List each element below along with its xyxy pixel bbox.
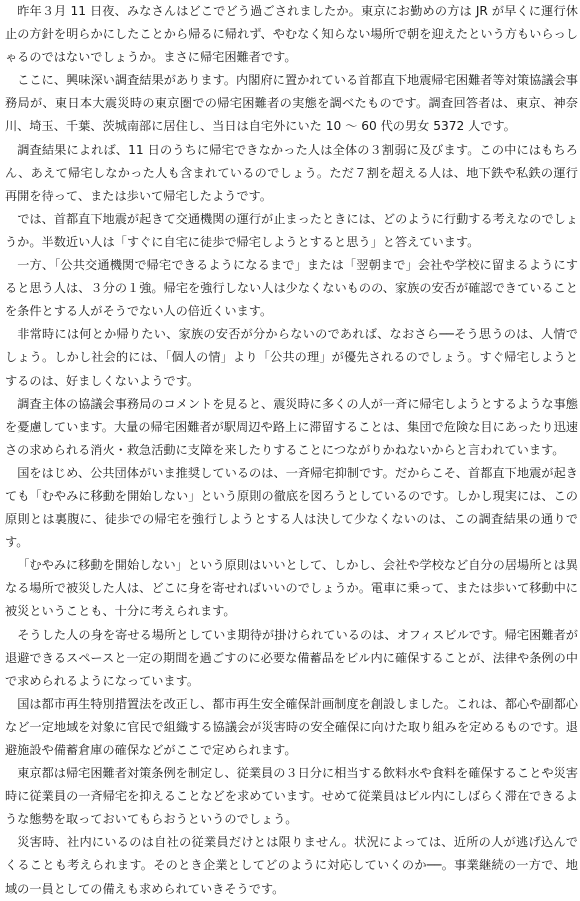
article-paragraph: 災害時、社内にいるのは自社の従業員だけとは限りません。状況によっては、近所の人が逃げ込んでくることも考えられます。そのとき企業としてどのように対応していくのか──。事業継続の一方で、地域の一員としての備えも求められていきそうです。 bbox=[5, 835, 578, 896]
article-paragraph: では、首都直下地震が起きて交通機関の運行が止まったときには、どのように行動する考えなのでしょうか。半数近い人は「すぐに自宅に徒歩で帰宅しようとすると思う」と答えています。 bbox=[5, 211, 578, 249]
article-paragraph: 東京都は帰宅困難者対策条例を制定し、従業員の３日分に相当する飲料水や食料を確保することや災害時に従業員の一斉帰宅を抑えることなどを求めています。せめて従業員はビル内にしばらく滞在できるような態勢を取っておいてもらおうというのでしょう。 bbox=[5, 766, 578, 827]
article-paragraph: 一方、「公共交通機関で帰宅できるようになるまで」または「翌朝まで」会社や学校に留まるようにすると思う人は、３分の１強。帰宅を強行しない人は少なくないものの、家族の安否が確認できていることを条件とする人がそうでない人の倍近くいます。 bbox=[5, 258, 578, 319]
article-paragraph: そうした人の身を寄せる場所としていま期待が掛けられているのは、オフィスビルです。帰宅困難者が退避できるスペースと一定の期間を過ごすのに必要な備蓄品をビル内に確保することが、法律や条例の中で求められるようになっています。 bbox=[5, 627, 578, 688]
article-paragraph: 「むやみに移動を開始しない」という原則はいいとして、しかし、会社や学校など自分の居場所とは異なる場所で被災した人は、どこに身を寄せればいいのでしょうか。電車に乗って、または歩いて移動中に被災ということも、十分に考えられます。 bbox=[5, 558, 578, 619]
article-paragraph: 国をはじめ、公共団体がいま推奨しているのは、一斉帰宅抑制です。だからこそ、首都直下地震が起きても「むやみに移動を開始しない」という原則の徹底を図ろうとしているのです。しかし現実には、この原則とは裏腹に、徒歩での帰宅を強行しようとする人は決して少なくないのは、この調査結果の通りです。 bbox=[5, 465, 578, 550]
article-paragraph: 国は都市再生特別措置法を改正し、都市再生安全確保計画制度を創設しました。これは、都心や副都心など一定地域を対象に官民で組織する協議会が災害時の安全確保に向けた取り組みを定めるものです。退避施設や備蓄倉庫の確保などがここで定められます。 bbox=[5, 696, 578, 757]
article-paragraph: 昨年３月 11 日夜、みなさんはどこでどう過ごされましたか。東京にお勤めの方は JR が早くに運行休止の方針を明らかにしたことから帰るに帰れず、やむなく知らない場所で朝を迎えたという方もいらっしゃるのではないでしょうか。まさに帰宅困難者です。 bbox=[5, 4, 578, 65]
article-paragraph: 非常時には何とか帰りたい、家族の安否が分からないのであれば、なおさら──そう思うのは、人情でしょう。しかし社会的には、「個人の情」より「公共の理」が優先されるのでしょう。すぐ帰宅しようとするのは、好ましくないようです。 bbox=[5, 327, 578, 388]
article-paragraph: 調査主体の協議会事務局のコメントを見ると、震災時に多くの人が一斉に帰宅しようとするような事態を憂慮しています。大量の帰宅困難者が駅周辺や路上に滞留することは、集団で危険な目にあったり迅速さの求められる消火・救急活動に支障を来したりすることにつながりかねないからと言われています。 bbox=[5, 396, 578, 457]
article-paragraph: ここに、興味深い調査結果があります。内閣府に置かれている首都直下地震帰宅困難者等対策協議会事務局が、東日本大震災時の東京圏での帰宅困難者の実態を調べたものです。調査回答者は、東京、神奈川、埼玉、千葉、茨城南部に居住し、当日は自宅外にいた 10 〜 60 代の男女 5372 人です。 bbox=[5, 73, 578, 134]
article-paragraph: 調査結果によれば、11 日のうちに帰宅できなかった人は全体の３割弱に及びます。この中にはもちろん、あえて帰宅しなかった人も含まれているのでしょう。ただ７割を超える人は、地下鉄や私鉄の運行再開を待って、または歩いて帰宅したようです。 bbox=[5, 142, 578, 203]
